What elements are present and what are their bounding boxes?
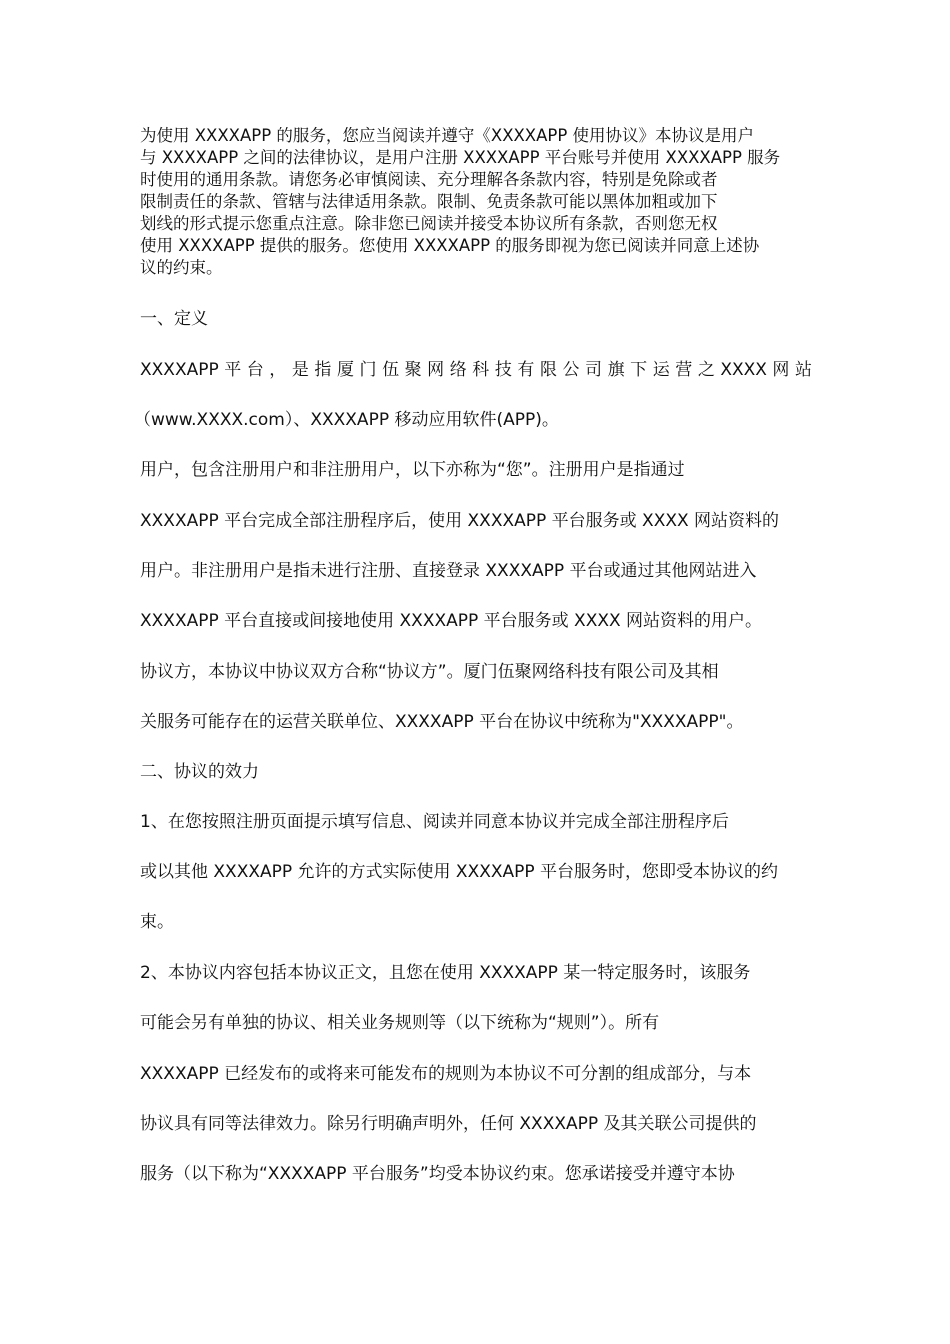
- paragraph-line: 协议具有同等法律效力。除另行明确声明外，任何 XXXXAPP 及其关联公司提供的: [140, 1114, 757, 1134]
- paragraph-line: XXXXAPP 已经发布的或将来可能发布的规则为本协议不可分割的组成部分，与本: [140, 1064, 752, 1084]
- intro-line: 为使用 XXXXAPP 的服务，您应当阅读并遵守《XXXXAPP 使用协议》本协议是用户: [140, 126, 755, 145]
- paragraph-line: 1、在您按照注册页面提示填写信息、阅读并同意本协议并完成全部注册程序后: [140, 812, 729, 832]
- paragraph-line: 协议方，本协议中协议双方合称“协议方”。厦门伍聚网络科技有限公司及其相: [140, 662, 719, 682]
- paragraph-line: 束。: [140, 912, 174, 932]
- intro-line: 时使用的通用条款。请您务必审慎阅读、充分理解各条款内容，特别是免除或者: [140, 170, 718, 189]
- paragraph-line: 2、本协议内容包括本协议正文，且您在使用 XXXXAPP 某一特定服务时，该服务: [140, 963, 751, 983]
- paragraph-line: 或以其他 XXXXAPP 允许的方式实际使用 XXXXAPP 平台服务时，您即受本协议的约: [140, 862, 779, 882]
- intro-line: 划线的形式提示您重点注意。除非您已阅读并接受本协议所有条款，否则您无权: [140, 214, 718, 233]
- paragraph-line: 可能会另有单独的协议、相关业务规则等（以下统称为“规则”）。所有: [140, 1013, 660, 1033]
- intro-line: 与 XXXXAPP 之间的法律协议，是用户注册 XXXXAPP 平台账号并使用 XXXXAPP 服务: [140, 148, 781, 167]
- paragraph-line: （www.XXXX.com）、XXXXAPP 移动应用软件(APP)。: [134, 410, 559, 430]
- paragraph-line: 用户。非注册用户是指未进行注册、直接登录 XXXXAPP 平台或通过其他网站进入: [140, 561, 757, 581]
- paragraph-line: XXXXAPP 平台直接或间接地使用 XXXXAPP 平台服务或 XXXX 网站资料的用户。: [140, 611, 763, 631]
- paragraph-line: XXXXAPP 平台完成全部注册程序后，使用 XXXXAPP 平台服务或 XXXX 网站资料的: [140, 511, 780, 531]
- intro-line: 议的约束。: [140, 258, 223, 277]
- section-heading-definitions: 一、定义: [140, 309, 208, 329]
- paragraph-line: 用户，包含注册用户和非注册用户，以下亦称为“您”。注册用户是指通过: [140, 460, 685, 480]
- paragraph-line: 服务（以下称为“XXXXAPP 平台服务”均受本协议约束。您承诺接受并遵守本协: [140, 1164, 735, 1184]
- paragraph-line: 关服务可能存在的运营关联单位、XXXXAPP 平台在协议中统称为"XXXXAPP"。: [140, 712, 744, 732]
- intro-line: 使用 XXXXAPP 提供的服务。您使用 XXXXAPP 的服务即视为您已阅读并同意上述协: [140, 236, 760, 255]
- intro-line: 限制责任的条款、管辖与法律适用条款。限制、免责条款可能以黑体加粗或加下: [140, 192, 718, 211]
- section-heading-validity: 二、协议的效力: [140, 762, 259, 782]
- paragraph-line: XXXXAPP 平 台 ， 是 指 厦 门 伍 聚 网 络 科 技 有 限 公 司 旗 下 运 营 之 XXXX 网 站: [140, 360, 812, 380]
